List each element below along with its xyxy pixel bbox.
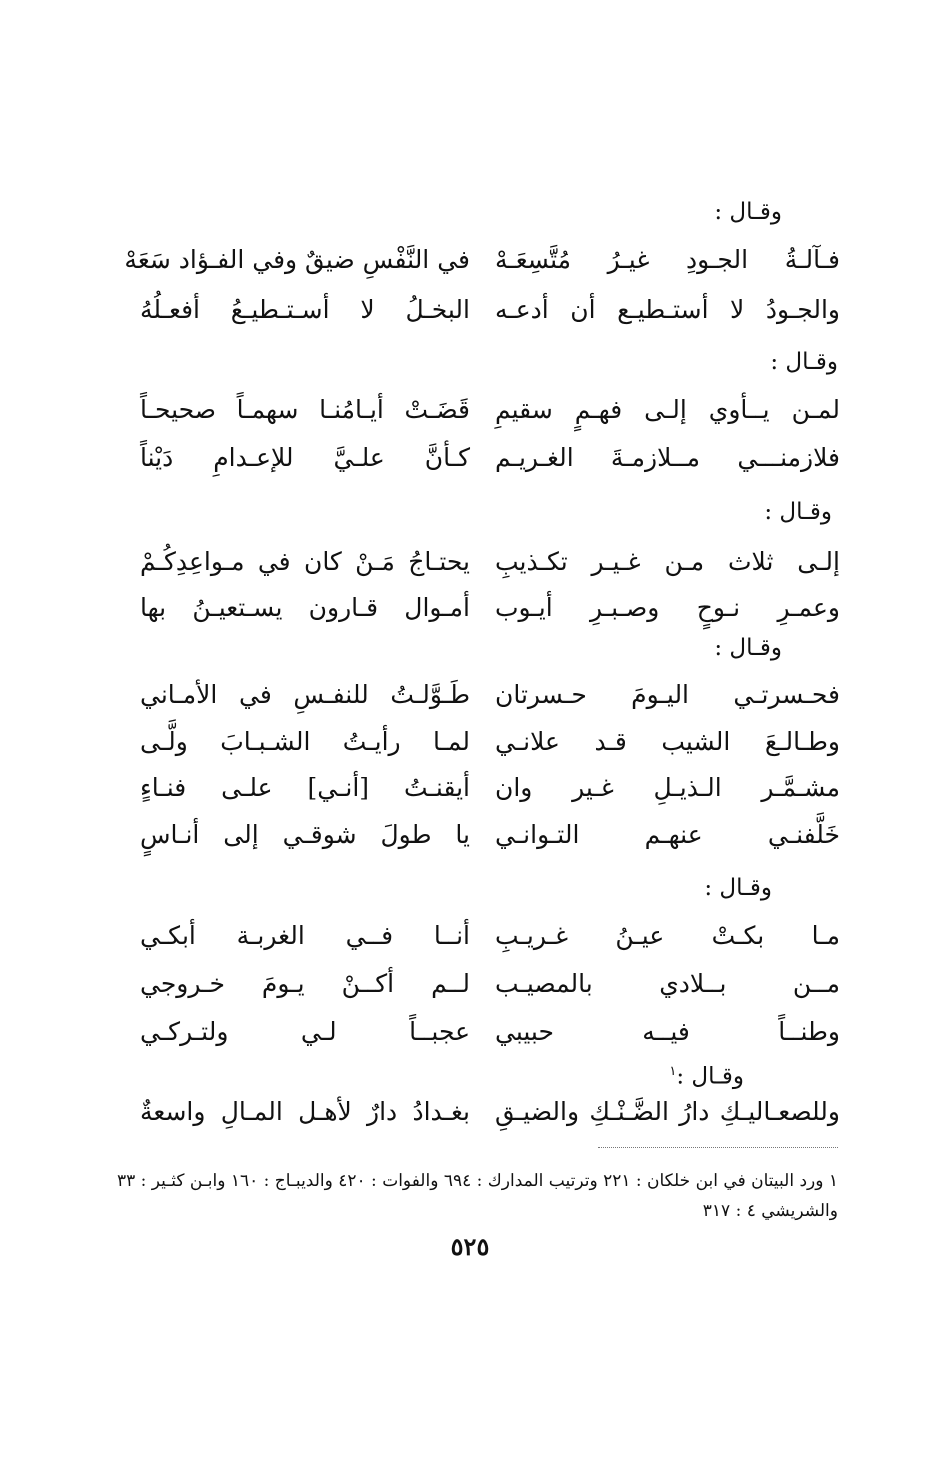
verse-line xyxy=(140,675,840,715)
verse-right-hemistich: عجبــاً لـي ولتـركـي xyxy=(140,1017,470,1046)
verse-left-hemistich: فـآلـةُ الجـودِ غيـرُ مُتَّسِعَـهْ xyxy=(495,245,840,274)
verse-line xyxy=(140,438,840,478)
verse-left-hemistich: لمـن يــأوي إلـى فهـمٍ سقيمِ xyxy=(495,395,840,424)
verse-line xyxy=(140,916,840,956)
footnote-divider xyxy=(598,1147,838,1148)
verse-left-hemistich: وللصعـاليـكِ دارُ الضَّـنْـكِ والضيـقِ xyxy=(495,1097,840,1126)
verse-left-hemistich: مـا بكـتْ عيـنُ غـريـبِ xyxy=(495,921,840,950)
verse-line xyxy=(140,1012,840,1052)
verse-right-hemistich: قَضَـتْ أيـامُنـا سهمـاً صحيحـاً xyxy=(140,395,470,424)
page-number: ٥٢٥ xyxy=(450,1232,490,1261)
verse-left-hemistich: فلازمنـــي مــلازمـةَ الغـريـم xyxy=(495,443,840,472)
verse-line xyxy=(124,240,840,280)
section-heading: وقـال : xyxy=(764,499,832,525)
section-heading: وقـال : xyxy=(704,875,772,901)
footnote-line: والشريشي ٤ : ٣١٧ xyxy=(702,1201,838,1221)
verse-right-hemistich: أمـوال قـارون يسـتعيـنُ بها xyxy=(140,593,470,622)
verse-right-hemistich: لمـا رأيـتُ الشـبـابَ ولَّـى xyxy=(140,727,470,756)
verse-right-hemistich: بغـدادُ دارٌ لأهـل المـالِ واسعةٌ xyxy=(140,1097,470,1126)
verse-left-hemistich: وطـالـعَ الشيب قـد علانـي xyxy=(495,727,840,756)
footnote-line: ١ ورد البيتان في ابن خلكان : ٢٢١ وترتيب المدارك : ٦٩٤ والفوات : ٤٢٠ والديبـاج : ١٦٠ وابـن كثـير : ٣٣ xyxy=(116,1171,838,1191)
verse-right-hemistich: يا طولَ شوقـي إلى أنـاسٍ xyxy=(140,820,470,849)
verse-left-hemistich: وطنــاً فيــه حبيبي xyxy=(495,1017,840,1046)
verse-line xyxy=(140,542,840,582)
verse-left-hemistich: خَلَّفنـي عنهـم التـوانـي xyxy=(495,820,840,849)
verse-right-hemistich: لــم أكــنْ يـومَ خـروجي xyxy=(140,969,470,998)
verse-right-hemistich: يحتـاجُ مَـنْ كان في مـواعِدِكُـمْ xyxy=(140,547,470,576)
verse-line xyxy=(140,1092,840,1132)
footnote-marker: ١ xyxy=(669,1064,677,1079)
verse-right-hemistich: البخـلُ لا أسـتـطيـعُ أفعـلُهُ xyxy=(140,295,470,324)
verse-right-hemistich: كـأنَّ علـيَّ للإعـدامِ دَيْناً xyxy=(140,443,470,472)
verse-line xyxy=(140,722,840,762)
verse-line xyxy=(140,815,840,855)
section-heading xyxy=(669,1058,744,1091)
verse-right-hemistich: في النَّفْسِ ضيقٌ وفي الفـؤاد سَعَهْ xyxy=(124,245,470,274)
verse-line xyxy=(140,290,840,330)
section-heading: وقـال : xyxy=(714,199,782,225)
verse-right-hemistich: طَـوَّلـتُ للنفـسِ في الأمـاني xyxy=(140,680,470,709)
verse-right-hemistich: أيقنـتُ [أنـي] علـى فنـاءٍ xyxy=(140,773,470,802)
verse-line xyxy=(140,768,840,808)
section-heading: وقـال : xyxy=(770,349,838,375)
verse-line xyxy=(140,588,840,628)
section-heading: وقـال : xyxy=(714,635,782,661)
verse-line xyxy=(140,390,840,430)
verse-line xyxy=(140,964,840,1004)
verse-left-hemistich: فحـسرتـي اليـومَ حـسرتان xyxy=(495,680,840,709)
verse-left-hemistich: مــن بــلادي بالمصيـب xyxy=(495,969,840,998)
verse-right-hemistich: أنــا فــي الغربـة أبكـي xyxy=(140,921,470,950)
verse-left-hemistich: وعمـرِ نـوحٍ وصـبـرِ أيـوب xyxy=(495,593,840,622)
verse-left-hemistich: إلـى ثلاث مـن غـيـر تكـذيبِ xyxy=(495,547,840,576)
verse-left-hemistich: والجـودُ لا أستـطيـع أن أدعـه xyxy=(495,295,840,324)
section-heading-text: وقـال : xyxy=(676,1063,744,1090)
verse-left-hemistich: مشـمَّـر الـذيـلِ غـير وان xyxy=(495,773,840,802)
